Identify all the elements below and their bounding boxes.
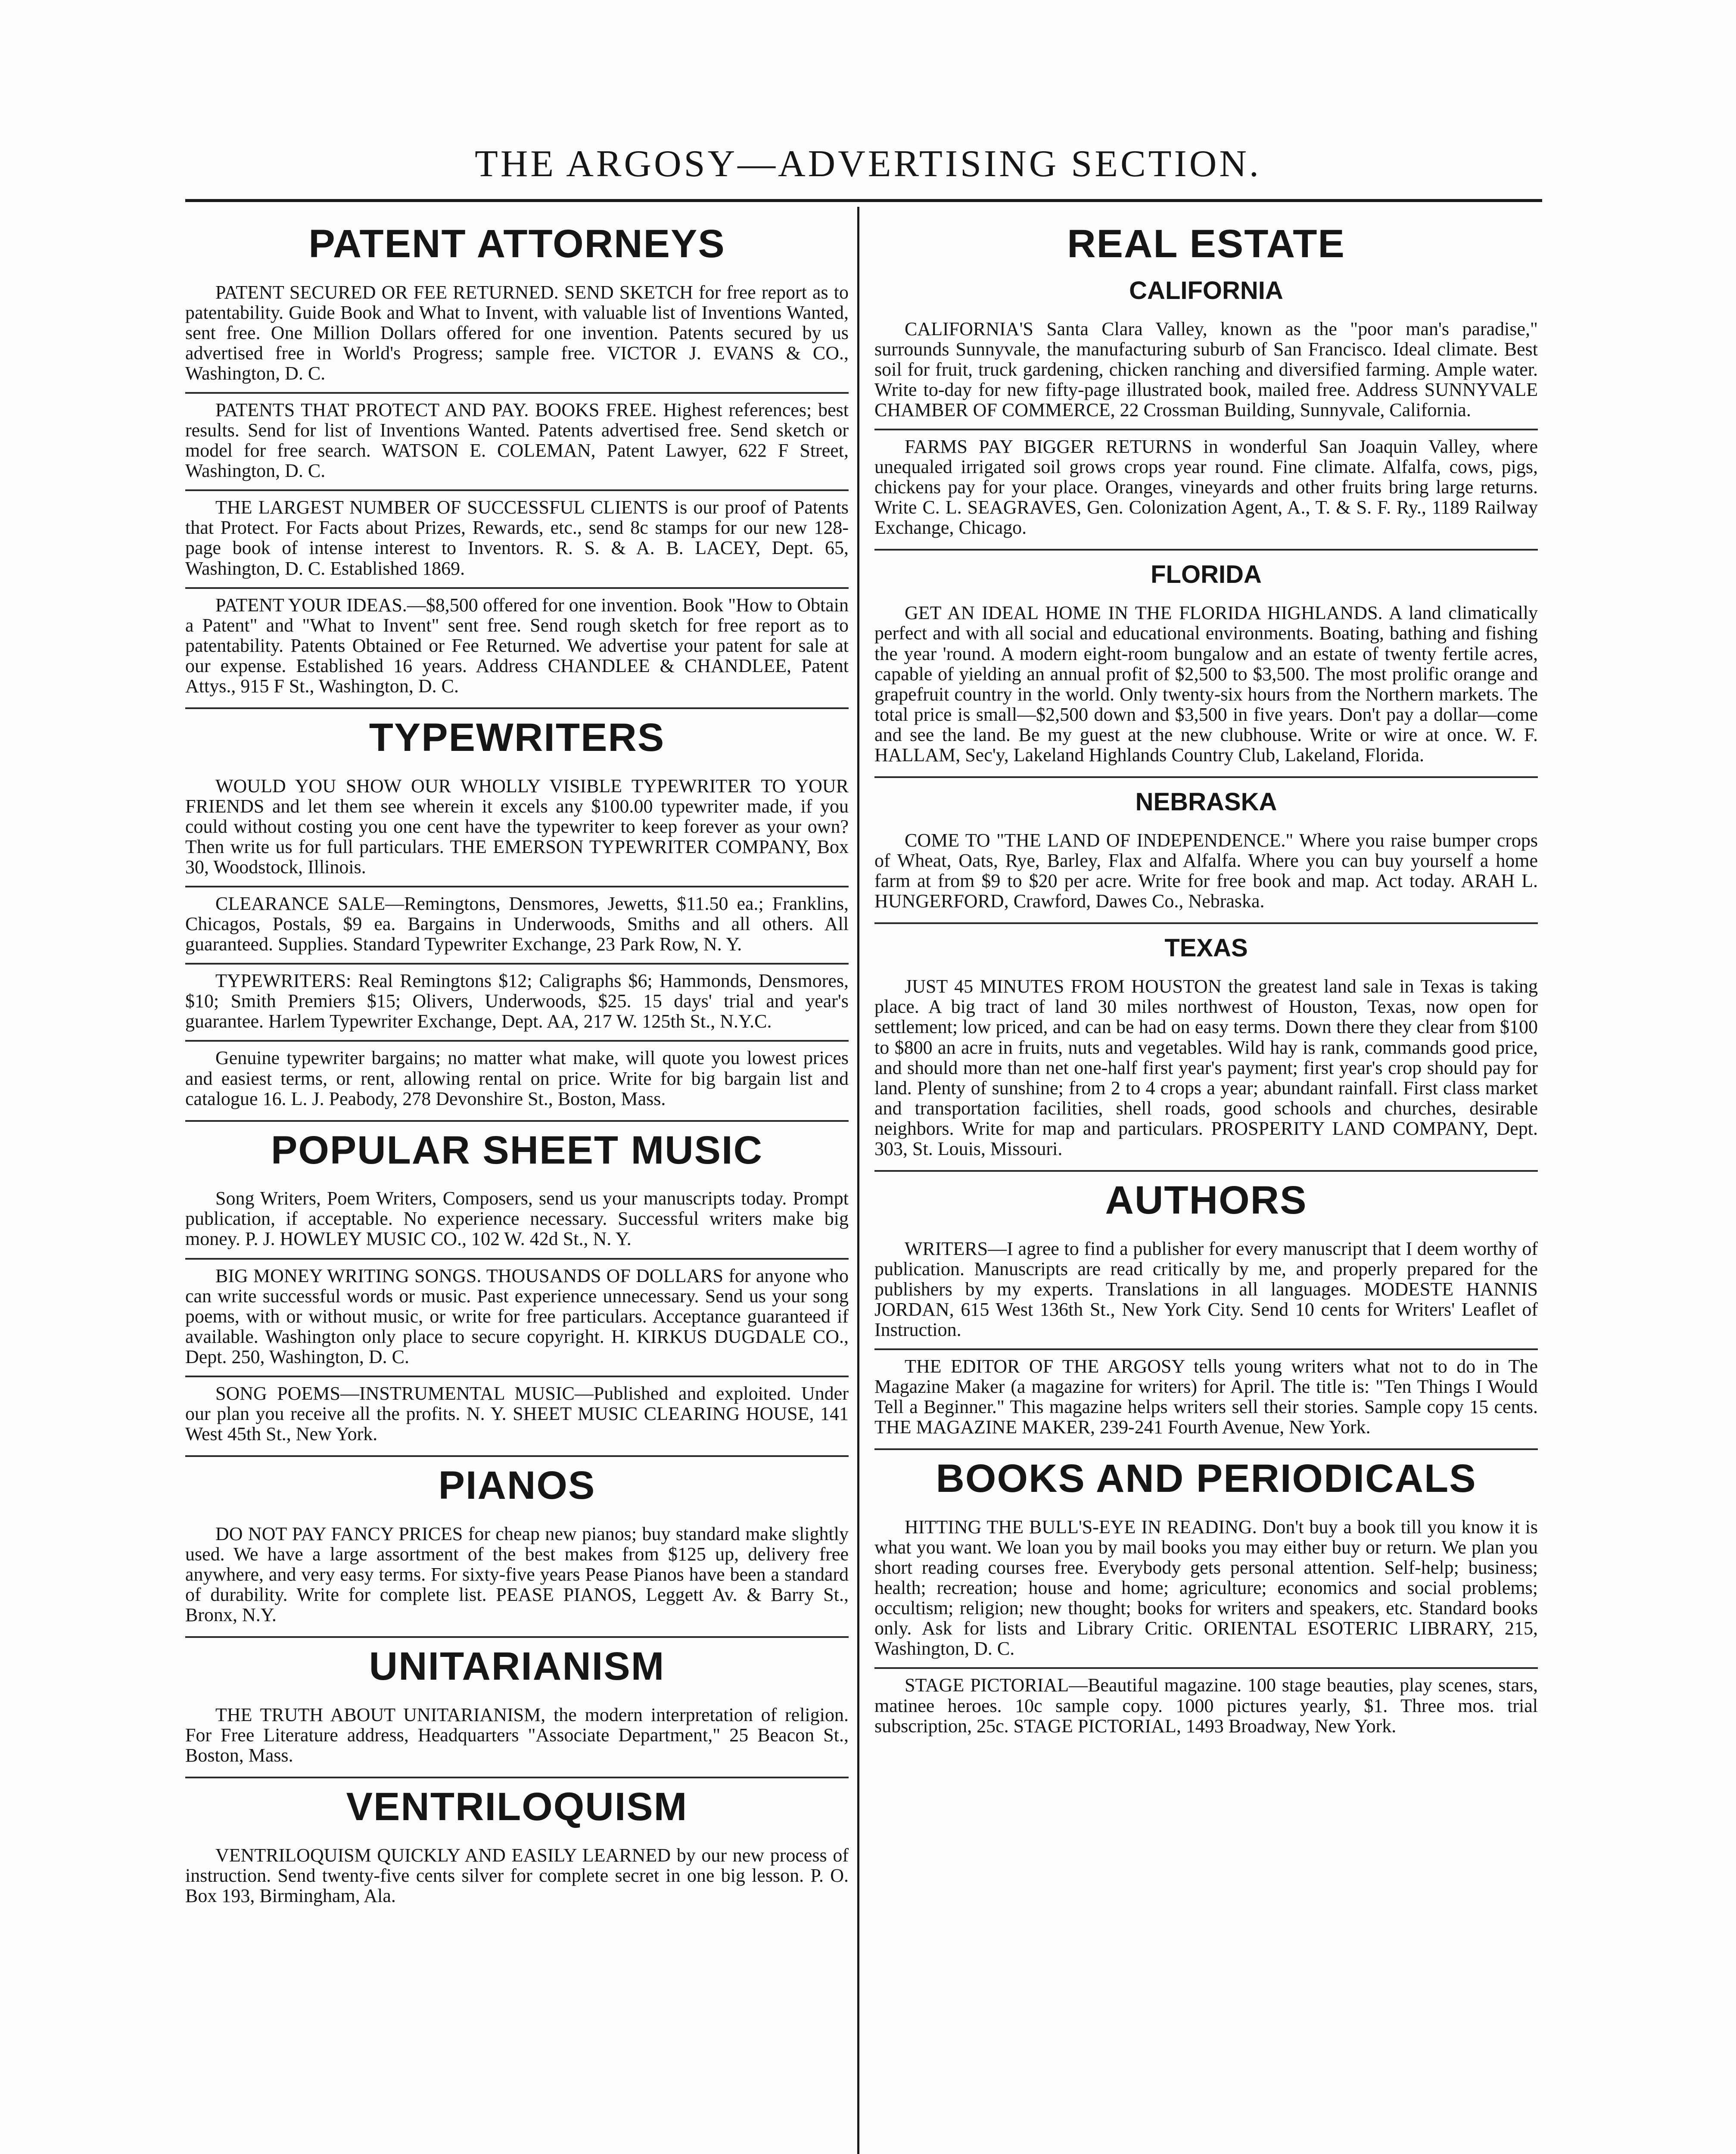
ad-california-1: CALIFORNIA'S Santa Clara Valley, known as the "poor man's paradise," surrounds Sunnyvale, the manufacturing suburb of San Francisco. Ideal climate. Best soil for fruit, truck gardening, chicken ranching and diversified farming. Ample water. Write to-day for new fifty-page illustrated book, mailed free. Address SUNNYVALE CHAMBER OF COMMERCE, 22 Crossman Building, Sunnyvale, California. [874, 313, 1538, 430]
section-california [874, 313, 1538, 551]
section-florida [874, 597, 1538, 778]
ad-unitarianism-1: THE TRUTH ABOUT UNITARIANISM, the modern interpretation of religion. For Free Literature address, Headquarters "Associate Department," 25 Beacon St., Boston, Mass. [185, 1704, 849, 1766]
category-real-estate: REAL ESTATE [1067, 222, 1345, 266]
subcategory-florida: FLORIDA [1151, 560, 1262, 589]
category-authors: AUTHORS [1105, 1178, 1307, 1223]
ad-texas-1: JUST 45 MINUTES FROM HOUSTON the greatest land sale in Texas is taking place. A big tract of land 30 miles northwest of Houston, Texas, now open for settlement; low priced, and can be had on easy terms. Down there they clear from $100 to $800 an acre in fruits, nuts and vegetables. Wild hay is rank, commands good price, and should more than net one-half first year's payment; first year's crop should pay for land. Plenty of sunshine; from 2 to 4 crops a year; abundant rainfall. First class market and transportation facilities, shell roads, good schools and churches, desirable neighbors. Write for map and particulars. PROSPERITY LAND COMPANY, Dept. 303, St. Louis, Missouri. [874, 976, 1538, 1159]
category-unitarianism: UNITARIANISM [369, 1644, 665, 1689]
running-head: THE ARGOSY—ADVERTISING SECTION. [475, 143, 1261, 185]
ad-patent-1: PATENT SECURED OR FEE RETURNED. SEND SKETCH for free report as to patentability. Guide Book and What to Invent, with valuable list of Inventions Wanted, sent free. One Million Dollars offered for one invention. Patents secured by us advertised free in World's Progress; sample free. VICTOR J. EVANS & CO., Washington, D. C. [185, 276, 849, 394]
subcategory-nebraska: NEBRASKA [1135, 788, 1277, 816]
section-nebraska [874, 824, 1538, 924]
ad-ventriloquism-1: VENTRILOQUISM QUICKLY AND EASILY LEARNED by our new process of instruction. Send twenty-five cents silver for complete secret in one big lesson. P. O. Box 193, Birmingham, Ala. [185, 1844, 849, 1906]
ad-nebraska-1: COME TO "THE LAND OF INDEPENDENCE." Where you raise bumper crops of Wheat, Oats, Rye, Barley, Flax and Alfalfa. Where you can buy yourself a home farm at from $9 to $20 per acre. Write for free book and map. Act today. ARAH L. HUNGERFORD, Crawford, Dawes Co., Nebraska. [874, 830, 1538, 912]
section-books [874, 1511, 1538, 1747]
category-typewriters: TYPEWRITERS [369, 716, 665, 760]
ad-music-3: SONG POEMS—INSTRUMENTAL MUSIC—Published and exploited. Under our plan you receive all the profits. N. Y. SHEET MUSIC CLEARING HOUSE, 141 West 45th St., New York. [185, 1382, 849, 1445]
section-ventriloquism [185, 1839, 849, 1917]
ad-typewriters-1: WOULD YOU SHOW OUR WHOLLY VISIBLE TYPEWRITER TO YOUR FRIENDS and let them see wherein it excels any $100.00 typewriter made, if you could without costing you one cent have the typewriter to keep forever as your own? Then write us for full particulars. THE EMERSON TYPEWRITER COMPANY, Box 30, Woodstock, Illinois. [185, 770, 849, 887]
section-unitarianism [185, 1699, 849, 1778]
ad-florida-1: GET AN IDEAL HOME IN THE FLORIDA HIGHLANDS. A land climatically perfect and with all social and educational environments. Boating, bathing and fishing the year 'round. A modern eight-room bungalow and an estate of twenty fertile acres, capable of yielding an annual profit of $2,500 to $3,500. The most prolific orange and grapefruit country in the world. Only twenty-six hours from the Northern markets. The total price is small—$2,500 down and $3,500 in five years. Don't pay a dollar—come and see the land. Be my guest at the new clubhouse. Write or wire at once. W. F. HALLAM, Sec'y, Lakeland Highlands Country Club, Lakeland, Florida. [874, 602, 1538, 766]
column-rule [857, 207, 859, 2154]
category-pianos: PIANOS [438, 1463, 596, 1508]
category-books-and-periodicals: BOOKS AND PERIODICALS [936, 1457, 1477, 1501]
subcategory-california: CALIFORNIA [1129, 276, 1283, 305]
category-popular-sheet-music: POPULAR SHEET MUSIC [271, 1128, 763, 1172]
ad-authors-1: WRITERS—I agree to find a publisher for every manuscript that I deem worthy of publication. Manuscripts are read critically by me, and properly prepared for the publishers by my experts. Translations in all languages. MODESTE HANNIS JORDAN, 615 West 136th St., New York City. Send 10 cents for Writers' Leaflet of Instruction. [874, 1233, 1538, 1350]
top-rule [185, 199, 1542, 202]
section-pianos [185, 1518, 849, 1638]
ad-pianos-1: DO NOT PAY FANCY PRICES for cheap new pianos; buy standard make slightly used. We have a large assortment of the best makes from $125 up, delivery free anywhere, and very easy terms. For sixty-five years Pease Pianos have been a standard of durability. Write for complete list. PEASE PIANOS, Leggett Av. & Barry St., Bronx, N.Y. [185, 1523, 849, 1626]
ad-typewriters-4: Genuine typewriter bargains; no matter what make, will quote you lowest prices and easiest terms, or rent, allowing rental on price. Write for big bargain list and catalogue 16. L. J. Peabody, 278 Devonshire St., Boston, Mass. [185, 1047, 849, 1109]
category-patent-attorneys: PATENT ATTORNEYS [308, 222, 725, 266]
right-column [874, 215, 1538, 2154]
ad-california-2: FARMS PAY BIGGER RETURNS in wonderful San Joaquin Valley, where unequaled irrigated soil grows crops year round. Fine climate. Alfalfa, cows, pigs, chickens pay for your place. Oranges, vineyards and other fruits bring large returns. Write C. L. SEAGRAVES, Gen. Colonization Agent, A., T. & S. F. Ry., 1189 Railway Exchange, Chicago. [874, 436, 1538, 538]
subcategory-texas: TEXAS [1164, 934, 1248, 962]
section-texas [874, 970, 1538, 1172]
ad-music-2: BIG MONEY WRITING SONGS. THOUSANDS OF DOLLARS for anyone who can write successful words or music. Past experience unnecessary. Send us your song poems, with or without music, or write for free particulars. Acceptance guaranteed if available. Washington only place to secure copyright. H. KIRKUS DUGDALE CO., Dept. 250, Washington, D. C. [185, 1260, 849, 1377]
ad-authors-2: THE EDITOR OF THE ARGOSY tells young writers what not to do in The Magazine Maker (a magazine for writers) for April. The title is: "Ten Things I Would Tell a Beginner." This magazine helps writers sell their stories. Sample copy 15 cents. THE MAGAZINE MAKER, 239-241 Fourth Avenue, New York. [874, 1356, 1538, 1438]
category-ventriloquism: VENTRILOQUISM [346, 1784, 688, 1829]
ad-books-1: HITTING THE BULL'S-EYE IN READING. Don't buy a book till you know it is what you want. We loan you by mail books you may either buy or return. We plan you short reading courses free. Everybody gets personal attention. Self-help; business; health; recreation; house and home; agriculture; economics and social problems; occultism; religion; new thought; books for writers and speakers, etc. Standard books only. Ask for lists and Library Critic. ORIENTAL ESOTERIC LIBRARY, 215, Washington, D. C. [874, 1511, 1538, 1669]
ad-books-2: STAGE PICTORIAL—Beautiful magazine. 100 stage beauties, play scenes, stars, matinee heroes. 10c sample copy. 1000 pictures yearly, $1. Three mos. trial subscription, 25c. STAGE PICTORIAL, 1493 Broadway, New York. [874, 1675, 1538, 1737]
ad-patent-4: PATENT YOUR IDEAS.—$8,500 offered for one invention. Book "How to Obtain a Patent" and "What to Invent" sent free. Send rough sketch for free report as to patentability. Patents Obtained or Fee Returned. We advertise your patent for sale at our expense. Established 16 years. Address CHANDLEE & CHANDLEE, Patent Attys., 915 F St., Washington, D. C. [185, 594, 849, 697]
left-column [185, 215, 849, 2154]
ad-music-1: Song Writers, Poem Writers, Composers, send us your manuscripts today. Prompt publication, if acceptable. No experience necessary. Successful writers make big money. P. J. HOWLEY MUSIC CO., 102 W. 42d St., N. Y. [185, 1182, 849, 1259]
section-music [185, 1182, 849, 1457]
section-patent [185, 276, 849, 709]
section-authors [874, 1233, 1538, 1451]
ad-typewriters-3: TYPEWRITERS: Real Remingtons $12; Caligraphs $6; Hammonds, Densmores, $10; Smith Premiers $15; Olivers, Underwoods, $25. 15 days' trial and year's guarantee. Harlem Typewriter Exchange, Dept. AA, 217 W. 125th St., N.Y.C. [185, 965, 849, 1042]
ad-typewriters-2: CLEARANCE SALE—Remingtons, Densmores, Jewetts, $11.50 ea.; Franklins, Chicagos, Postals, $9 ea. Bargains in Underwoods, Smiths and all others. All guaranteed. Supplies. Standard Typewriter Exchange, 23 Park Row, N. Y. [185, 887, 849, 965]
section-typewriters [185, 770, 849, 1122]
ad-patent-2: PATENTS THAT PROTECT AND PAY. BOOKS FREE. Highest references; best results. Send for list of Inventions Wanted. Patents advertised free. Send sketch or model for free search. WATSON E. COLEMAN, Patent Lawyer, 622 F Street, Washington, D. C. [185, 394, 849, 491]
ad-patent-3: THE LARGEST NUMBER OF SUCCESSFUL CLIENTS is our proof of Patents that Protect. For Facts about Prizes, Rewards, etc., send 8c stamps for our new 128-page book of intense interest to Inventors. R. S. & A. B. LACEY, Dept. 65, Washington, D. C. Established 1869. [185, 491, 849, 588]
